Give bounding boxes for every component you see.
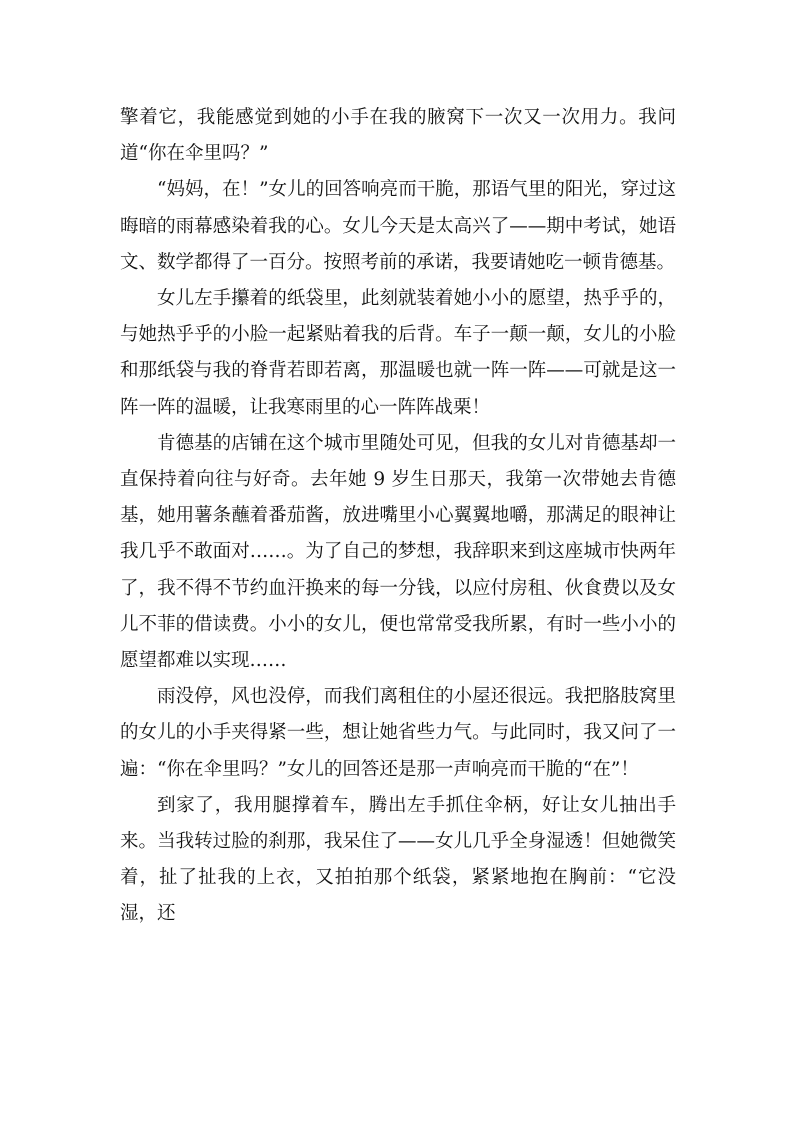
paragraph-5: 雨没停，风也没停，而我们离租住的小屋还很远。我把胳肢窝里的女儿的小手夹得紧一些，想让她省些力气。与此同时，我又问了一遍：“你在伞里吗？”女儿的回答还是那一声响亮而干脆的“在”！ — [120, 686, 676, 780]
paragraph-2: “妈妈，在！”女儿的回答响亮而干脆，那语气里的阳光，穿过这晦暗的雨幕感染着我的心。女儿今天是太高兴了——期中考试，她语文、数学都得了一百分。按照考前的承诺，我要请她吃一顿肯德基。 — [120, 179, 676, 273]
paragraph-3: 女儿左手攥着的纸袋里，此刻就装着她小小的愿望，热乎乎的，与她热乎乎的小脸一起紧贴着我的后背。车子一颠一颠，女儿的小脸和那纸袋与我的脊背若即若离，那温暖也就一阵一阵——可就是这一阵一阵的温暖，让我寒雨里的心一阵阵战栗！ — [120, 288, 676, 418]
paragraph-6: 到家了，我用腿撑着车，腾出左手抓住伞柄，好让女儿抽出手来。当我转过脸的刹那，我呆住了——女儿几乎全身湿透！但她微笑着，扯了扯我的上衣，又拍拍那个纸袋，紧紧地抱在胸前：“它没湿，还 — [120, 794, 676, 925]
paragraph-1: 擎着它，我能感觉到她的小手在我的腋窝下一次又一次用力。我问道“你在伞里吗？” — [120, 107, 676, 165]
paragraph-4: 肯德基的店铺在这个城市里随处可见，但我的女儿对肯德基却一直保持着向往与好奇。去年她 9 岁生日那天，我第一次带她去肯德基，她用薯条蘸着番茄酱，放进嘴里小心翼翼地嚼，那满足的眼神让我几乎不敢面对……。为了自己的梦想，我辞职来到这座城市快两年了，我不得不节约血汗换来的每一分钱，以应付房租、伙食费以及女儿不菲的借读费。小小的女儿，便也常常受我所累，有时一些小小的愿望都难以实现…… — [120, 432, 676, 672]
document-body — [120, 100, 676, 933]
